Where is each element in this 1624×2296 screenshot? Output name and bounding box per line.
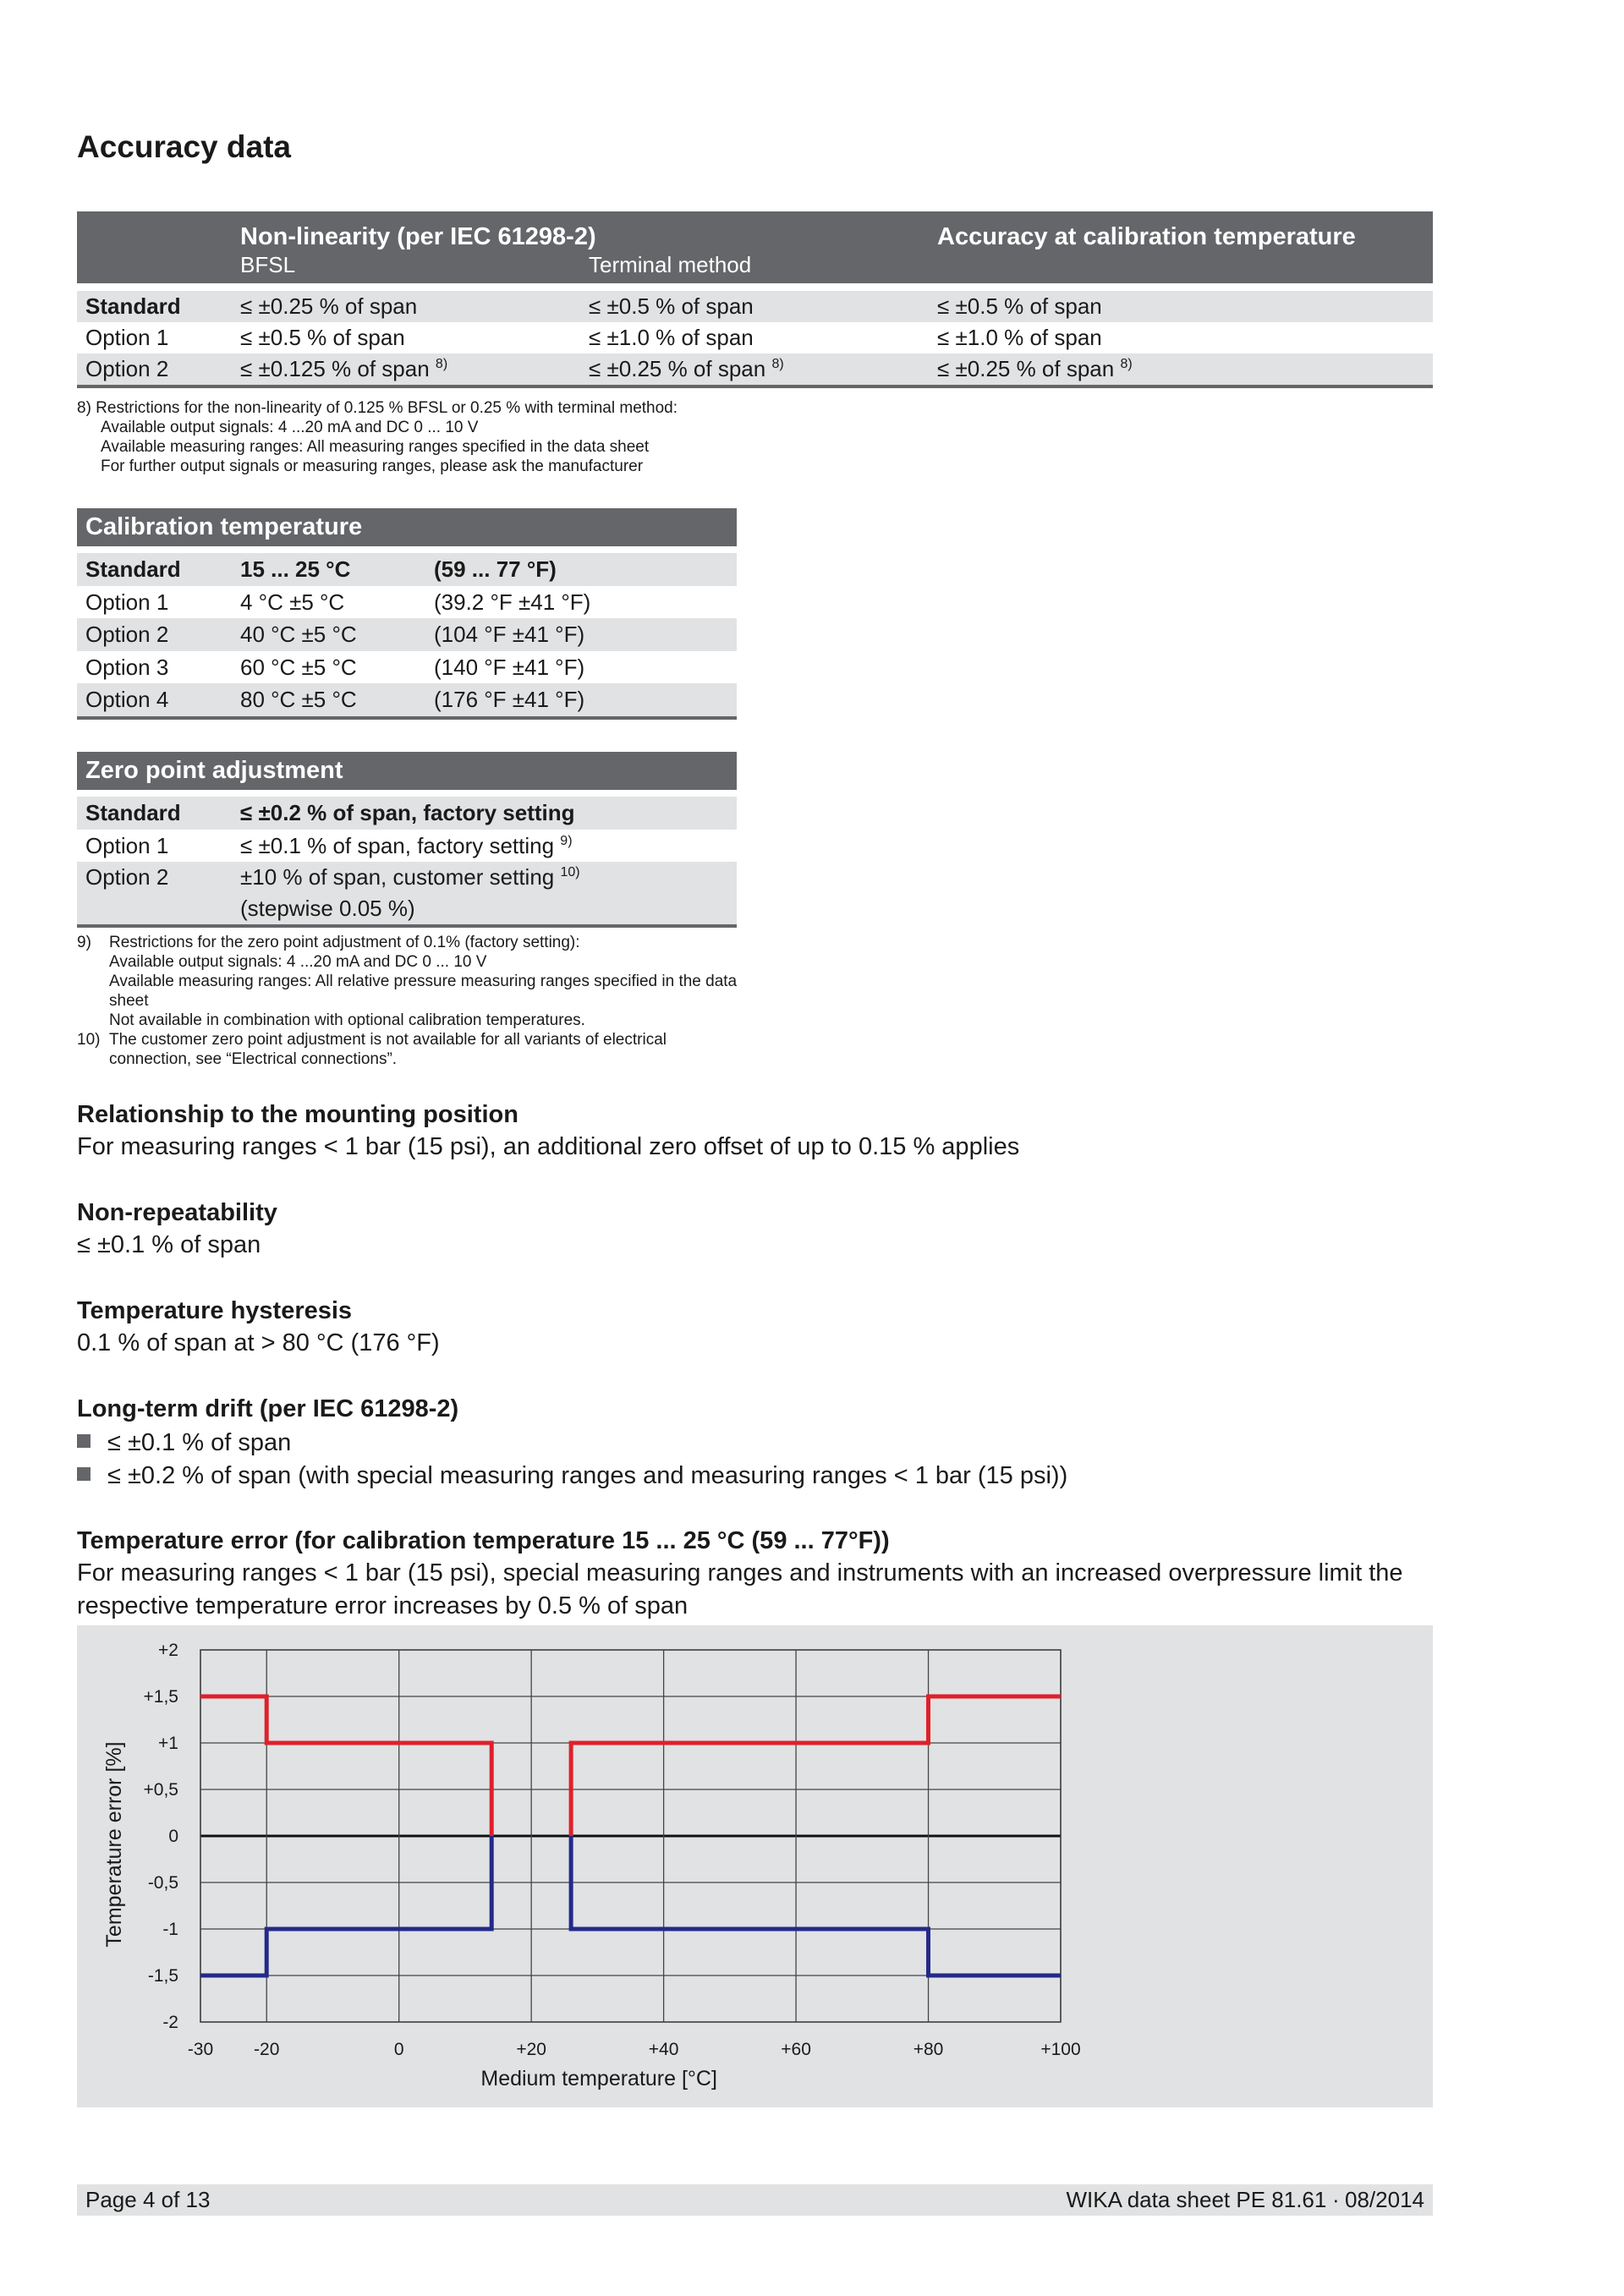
page-title: Accuracy data [77,129,291,164]
row-label: Option 3 [85,654,169,680]
calibration-table-title: Calibration temperature [77,508,737,546]
footnote-line: The customer zero point adjustment is not available for all variants of electrical [109,1031,667,1049]
page-footer [77,2184,1433,2216]
mounting-text: For measuring ranges < 1 bar (15 psi), an additional zero offset of up to 0.15 % applies [77,1133,1020,1160]
table-row [77,322,1433,353]
accuracy-text: ≤ ±0.25 % of span [937,356,1115,381]
x-tick-label: +100 [1040,2040,1081,2059]
footnote-line: Available output signals: 4 ...20 mA and DC 0 ... 10 V [101,419,479,436]
zero-text-2: (stepwise 0.05 %) [240,896,415,921]
col-bfsl: BFSL [240,252,296,277]
footnote-line: Available measuring ranges: All measuring ranges specified in the data sheet [101,438,650,456]
table-row [77,553,737,586]
footnote-line: Not available in combination with optional calibration temperatures. [109,1011,585,1029]
terminal-value [589,353,784,385]
footnote-ref: 10) [560,865,580,879]
table-row [77,353,1433,385]
footnote-num: 9) [77,934,91,951]
terminal-text: ≤ ±0.25 % of span [589,356,766,381]
x-tick-label: +40 [648,2040,679,2059]
bullet-square-icon [77,1434,91,1448]
row-label: Option 1 [85,589,169,615]
celsius-value: 15 ... 25 °C [240,556,351,582]
celsius-value: 60 °C ±5 °C [240,654,357,680]
row-label: Option 1 [85,325,169,350]
x-tick-label: -20 [254,2040,280,2059]
row-label: Standard [85,556,181,582]
y-axis-label: Temperature error [%] [102,1741,126,1948]
zero-text: ≤ ±0.1 % of span, factory setting [240,832,555,858]
footnote-ref: 8) [435,357,448,371]
x-tick-label: +20 [516,2040,546,2059]
footnote-line: Available measuring ranges: All relative pressure measuring ranges specified in the data [109,973,738,990]
y-tick-label: -1 [162,1920,178,1939]
row-label: Option 4 [85,687,169,712]
accuracy-value: ≤ ±0.5 % of span [937,293,1102,319]
y-tick-label: -1,5 [147,1966,178,1986]
x-tick-label: +60 [781,2040,811,2059]
drift-item [77,1462,1067,1490]
fahrenheit-value: (176 °F ±41 °F) [434,687,585,712]
mounting-title: Relationship to the mounting position [77,1101,518,1128]
bullet-square-icon [77,1467,91,1481]
accuracy-value: ≤ ±1.0 % of span [937,325,1102,350]
zero-table-title: Zero point adjustment [77,752,737,790]
celsius-value: 80 °C ±5 °C [240,687,357,712]
footnote-line: connection, see “Electrical connections”. [109,1050,398,1068]
table-row [77,586,737,619]
zero-value [240,830,573,863]
y-tick-label: +1,5 [143,1687,178,1707]
y-tick-label: +2 [158,1641,178,1660]
zero-value: ≤ ±0.2 % of span, factory setting [240,800,575,825]
table-row [77,618,737,651]
bfsl-value: ≤ ±0.25 % of span [240,293,418,319]
y-tick-label: -0,5 [147,1873,178,1893]
col-nonlinearity: Non-linearity (per IEC 61298-2) [240,223,596,250]
footnote-line: sheet [109,992,149,1010]
footnote-ref: 9) [560,833,573,848]
temp-error-text-1: For measuring ranges < 1 bar (15 psi), special measuring ranges and instruments with an increased overpressure limit the [77,1559,1403,1586]
row-label: Option 2 [85,622,169,647]
zero-value [240,862,580,924]
footnote-line: Restrictions for the zero point adjustment of 0.1% (factory setting): [109,934,580,951]
bfsl-text: ≤ ±0.125 % of span [240,356,430,381]
row-label: Standard [85,800,181,825]
terminal-value: ≤ ±1.0 % of span [589,325,754,350]
y-tick-label: +0,5 [143,1780,178,1800]
terminal-value: ≤ ±0.5 % of span [589,293,754,319]
footnote-9 [77,933,737,1069]
col-accuracy: Accuracy at calibration temperature [937,223,1356,250]
table-row [77,651,737,684]
accuracy-table-header [77,211,1433,283]
footnote-line: 8) Restrictions for the non-linearity of 0.125 % BFSL or 0.25 % with terminal method: [77,399,678,417]
document-reference: WIKA data sheet PE 81.61 ∙ 08/2014 [1066,2187,1424,2212]
zero-table-body [77,797,737,928]
table-row [77,830,737,863]
fahrenheit-value: (59 ... 77 °F) [434,556,557,582]
x-tick-label: 0 [393,2040,404,2059]
x-axis-label: Medium temperature [°C] [480,2067,717,2091]
celsius-value: 4 °C ±5 °C [240,589,345,615]
x-tick-label: +80 [913,2040,944,2059]
zero-text: ±10 % of span, customer setting [240,864,555,890]
table-row [77,797,737,830]
fahrenheit-value: (39.2 °F ±41 °F) [434,589,591,615]
drift-item-text: ≤ ±0.1 % of span [107,1429,292,1456]
temp-error-text-2: respective temperature error increases by 0.5 % of span [77,1592,689,1619]
drift-item [77,1429,291,1457]
y-tick-label: 0 [168,1827,178,1846]
temp-error-title: Temperature error (for calibration temperature 15 ... 25 °C (59 ... 77°F)) [77,1527,890,1554]
page-number: Page 4 of 13 [85,2187,211,2212]
accuracy-table-body [77,291,1433,388]
temperature-error-chart [77,1625,1433,2107]
fahrenheit-value: (140 °F ±41 °F) [434,654,585,680]
celsius-value: 40 °C ±5 °C [240,622,357,647]
hysteresis-text: 0.1 % of span at > 80 °C (176 °F) [77,1329,440,1356]
y-tick-label: -2 [162,2013,178,2032]
bfsl-value [240,353,447,385]
drift-title: Long-term drift (per IEC 61298-2) [77,1395,459,1422]
drift-item-text: ≤ ±0.2 % of span (with special measuring ranges and measuring ranges < 1 bar (15 psi)) [107,1462,1068,1489]
y-tick-label: +1 [158,1734,178,1753]
hysteresis-title: Temperature hysteresis [77,1297,353,1324]
fahrenheit-value: (104 °F ±41 °F) [434,622,585,647]
col-terminal: Terminal method [589,252,752,277]
footnote-ref: 8) [771,357,784,371]
repeat-text: ≤ ±0.1 % of span [77,1231,261,1258]
bfsl-value: ≤ ±0.5 % of span [240,325,405,350]
table-row [77,862,737,924]
footnote-num: 10) [77,1031,101,1049]
repeat-title: Non-repeatability [77,1199,277,1226]
table-row [77,683,737,716]
row-label: Option 2 [85,864,169,890]
footnote-8 [77,398,678,476]
footnote-line: Available output signals: 4 ...20 mA and DC 0 ... 10 V [109,953,487,971]
chart-svg [77,1625,1433,2107]
footnote-line: For further output signals or measuring ranges, please ask the manufacturer [101,458,644,475]
row-label: Option 1 [85,832,169,858]
accuracy-value [937,353,1133,385]
row-label: Standard [85,293,181,319]
footnote-ref: 8) [1120,357,1133,371]
calibration-table-body [77,553,737,720]
row-label: Option 2 [85,356,169,381]
x-tick-label: -30 [187,2040,214,2059]
table-row [77,291,1433,322]
